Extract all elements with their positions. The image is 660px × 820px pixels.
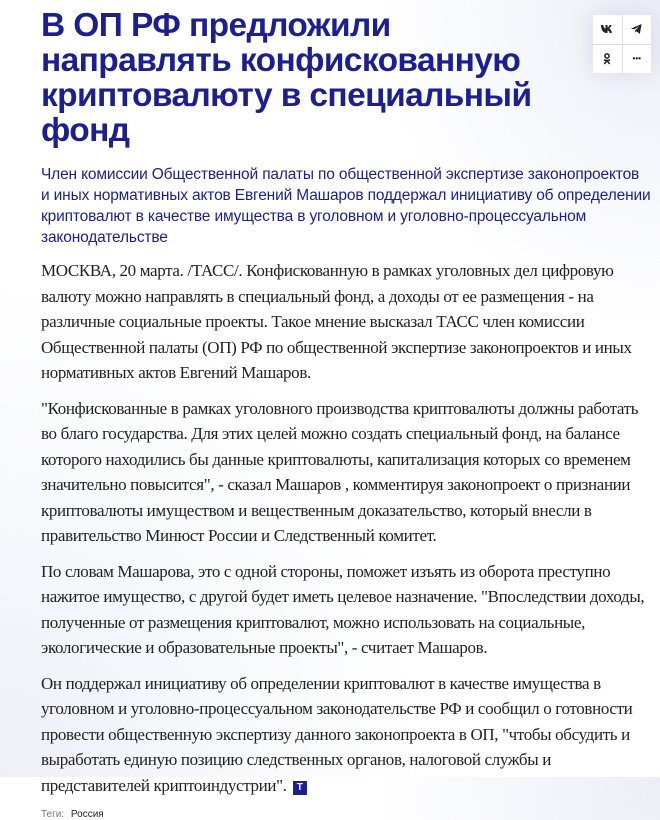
tass-end-icon: Т (293, 781, 307, 795)
tags (41, 809, 651, 820)
paragraph (41, 671, 651, 799)
more-icon: ••• (632, 54, 641, 64)
article-body (41, 258, 651, 798)
article (41, 8, 651, 820)
share-telegram-button[interactable] (623, 15, 652, 44)
tags-label: Теги: (41, 809, 65, 820)
article-lead: Член комиссии Общественной палаты по общественной экспертизе законопроектов и иных нормативных актов Евгений Машаров поддержал инициативу об определении криптовалют в качестве имущества в уголовном и уголовно-процессуальном законодательстве (41, 166, 651, 246)
vk-icon (601, 25, 614, 33)
share-vk-button[interactable] (593, 15, 622, 44)
paragraph-text: Он поддержал инициативу об определении криптовалют в качестве имущества в уголовном и уголовно-процессуальном законодательстве РФ и сообщил о готовности провести общественную экспертизу данного законопроекта в ОП, "чтобы обсудить и выработать единую позицию следственных органов, налоговой службы и представителей криптоиндустрии". (41, 673, 633, 795)
paragraph: "Конфискованные в рамках уголовного производства криптовалюты должны работать во благо государства. Для этих целей можно создать специальный фонд, на балансе которого находились бы данные криптовалюты, капитализация которых со временем значительно повысится", - сказал Машаров , комментируя законопроект о признании криптовалюты имуществом и вещественным доказательство, который внесли в правительство Минюст России и Следственный комитет. (41, 398, 639, 545)
paragraph: МОСКВА, 20 марта. /ТАСС/. Конфискованную в рамках уголовных дел цифровую валюту можно направлять в специальный фонд, а доходы от ее размещения - на различные социальные проекты. Такое мнение высказал ТАСС член комиссии Общественной палаты (ОП) РФ по общественной экспертизе законопроектов и иных нормативных актов Евгений Машаров. (41, 261, 632, 382)
article-title: В ОП РФ предложили направлять конфискованную криптовалюту в специальный фонд (41, 7, 532, 149)
tag-link[interactable]: Россия (70, 809, 104, 820)
telegram-icon (631, 24, 642, 34)
share-ok-button[interactable] (593, 45, 622, 74)
share-panel (593, 15, 651, 73)
paragraph: По словам Машарова, это с одной стороны, поможет изъять из оборота преступно нажитое имущество, с другой будет иметь целевое назначение. "Впоследствии доходы, полученные от размещения криптовалют, можно использовать на социальные, экологические и образовательные проекты", - считает Машаров. (41, 561, 645, 657)
odnoklassniki-icon (603, 53, 611, 65)
share-more-button[interactable] (623, 45, 652, 74)
